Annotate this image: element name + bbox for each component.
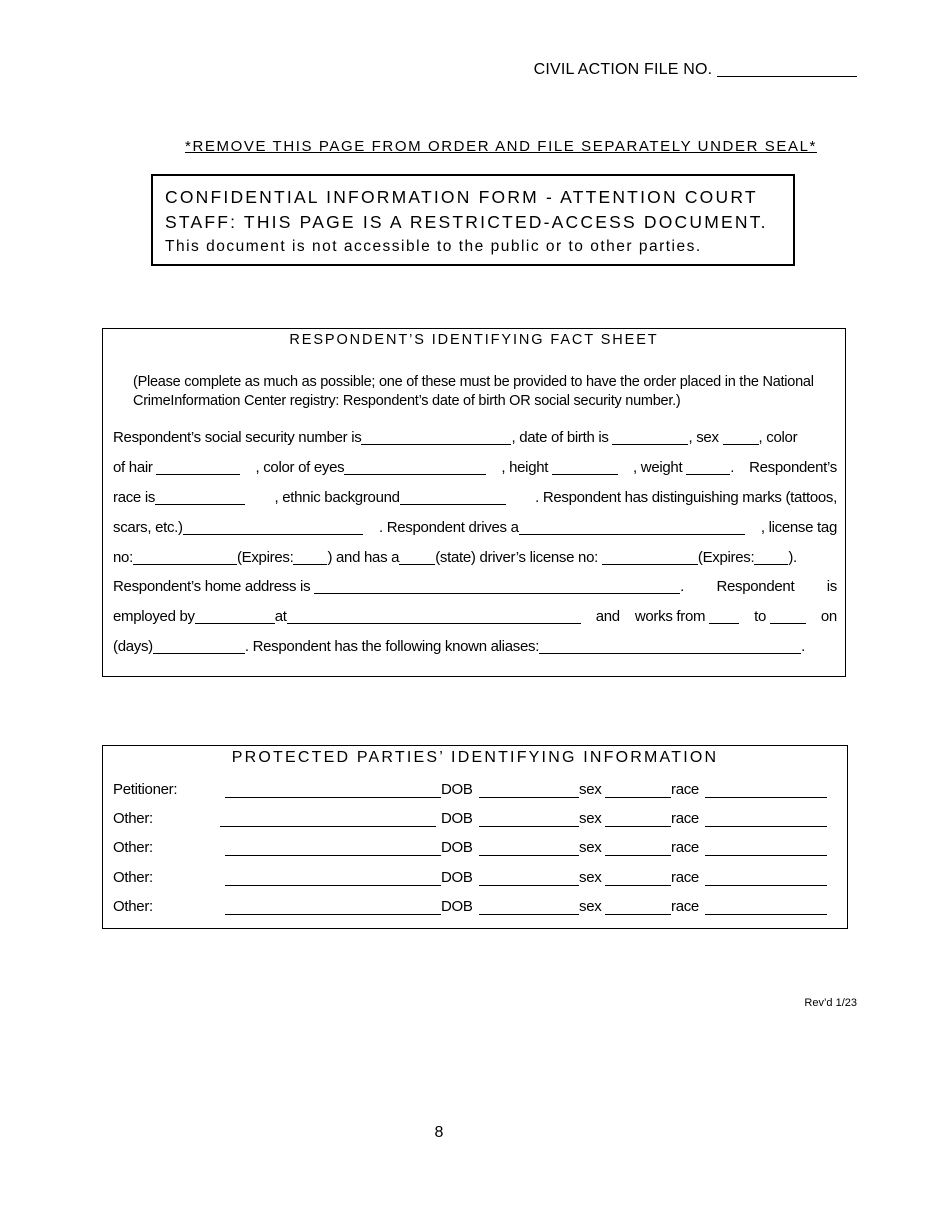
is-word: is	[826, 578, 837, 595]
race-label: race is	[113, 489, 245, 506]
sex-label: sex	[579, 869, 602, 886]
race-label: race	[671, 810, 699, 827]
party-sex-blank[interactable]	[605, 855, 671, 856]
fact-row-8	[113, 638, 837, 655]
hair-color-blank[interactable]	[156, 459, 240, 475]
days-label: (days) . Respondent has the following known aliases: .	[113, 638, 805, 655]
and-word: and	[595, 608, 620, 625]
sex-label: sex	[579, 810, 602, 827]
civil-action-file-number	[534, 60, 857, 79]
license-expires-blank[interactable]	[754, 549, 788, 565]
fact-row-1	[113, 429, 837, 446]
home-address-label: Respondent’s home address is .	[113, 578, 685, 595]
weight-label: , weight .	[633, 459, 735, 476]
dob-blank[interactable]	[612, 429, 688, 445]
license-tag-label: , license tag	[760, 519, 837, 536]
dob-label: DOB	[441, 869, 473, 886]
sex-label: sex	[579, 898, 602, 915]
ssn-label: Respondent’s social security number is	[113, 429, 362, 446]
dob-label: DOB	[441, 839, 473, 856]
party-row	[113, 864, 843, 886]
height-blank[interactable]	[552, 459, 618, 475]
scars-label: scars, etc.)	[113, 519, 363, 536]
weight-blank[interactable]	[686, 459, 730, 475]
party-row	[113, 893, 843, 915]
respondent-word: Respondent’s	[749, 459, 837, 476]
party-race-blank[interactable]	[705, 855, 827, 856]
party-race-blank[interactable]	[705, 826, 827, 827]
party-label: Other:	[113, 839, 153, 856]
party-label: Other:	[113, 869, 153, 886]
work-end-blank[interactable]	[770, 608, 806, 624]
race-label: race	[671, 781, 699, 798]
fact-row-4	[113, 519, 837, 536]
employer-address-blank[interactable]	[287, 608, 581, 624]
party-name-blank[interactable]	[225, 914, 441, 915]
fact-row-5	[113, 549, 837, 566]
confidential-notice-box	[151, 174, 795, 266]
dob-label: DOB	[441, 781, 473, 798]
party-sex-blank[interactable]	[605, 885, 671, 886]
party-race-blank[interactable]	[705, 797, 827, 798]
party-row	[113, 776, 843, 798]
fact-sheet-instructions: (Please complete as much as possible; one of these must be provided to have the order placed in the National CrimeInformation Center registry: Respondent’s date of birth OR social security number.)	[133, 374, 814, 409]
party-sex-blank[interactable]	[605, 826, 671, 827]
dob-label: DOB	[441, 810, 473, 827]
party-sex-blank[interactable]	[605, 914, 671, 915]
hair-color-label-start: , color	[758, 429, 798, 446]
party-name-blank[interactable]	[225, 885, 441, 886]
party-dob-blank[interactable]	[479, 914, 579, 915]
party-row	[113, 805, 843, 827]
fact-sheet-title: RESPONDENT’S IDENTIFYING FACT SHEET	[289, 332, 659, 348]
respondent-fact-sheet	[102, 328, 846, 677]
fact-row-6	[113, 578, 837, 595]
dob-label: , date of birth is	[511, 429, 609, 446]
file-no-label: CIVIL ACTION FILE NO.	[533, 61, 713, 78]
fact-row-7	[113, 608, 837, 625]
party-label: Other:	[113, 898, 153, 915]
fact-row-3	[113, 489, 837, 506]
drivers-license-blank[interactable]	[602, 549, 698, 565]
sex-label: sex	[579, 781, 602, 798]
party-dob-blank[interactable]	[479, 855, 579, 856]
party-race-blank[interactable]	[705, 914, 827, 915]
party-row	[113, 834, 843, 856]
party-race-blank[interactable]	[705, 885, 827, 886]
party-label: Petitioner:	[113, 781, 178, 798]
confidential-line-3: This document is not accessible to the public or to other parties.	[165, 238, 702, 255]
confidential-line-1: CONFIDENTIAL INFORMATION FORM - ATTENTION COURT	[165, 187, 758, 207]
eye-color-blank[interactable]	[344, 459, 486, 475]
hair-label: of hair	[113, 459, 240, 476]
aliases-blank[interactable]	[539, 638, 801, 654]
protected-parties-title: PROTECTED PARTIES’ IDENTIFYING INFORMATION	[231, 749, 719, 766]
party-dob-blank[interactable]	[479, 826, 579, 827]
marks-label: . Respondent has distinguishing marks (tattoos,	[535, 489, 837, 506]
ssn-blank[interactable]	[361, 429, 511, 445]
license-state-blank[interactable]	[399, 549, 435, 565]
drives-label: . Respondent drives a	[379, 519, 745, 536]
party-dob-blank[interactable]	[479, 885, 579, 886]
party-name-blank[interactable]	[220, 826, 436, 827]
party-name-blank[interactable]	[225, 797, 441, 798]
party-dob-blank[interactable]	[479, 797, 579, 798]
tag-no-label: no: (Expires: ) and has a (state) driver’s license no: (Expires: ).	[113, 549, 797, 566]
employer-label: employed by at	[113, 608, 581, 625]
sex-blank[interactable]	[723, 429, 759, 445]
party-name-blank[interactable]	[225, 855, 441, 856]
sex-label: , sex	[688, 429, 719, 446]
page-number: 8	[434, 1124, 444, 1141]
on-word: on	[820, 608, 837, 625]
revision-note: Rev’d 1/23	[804, 997, 857, 1009]
party-label: Other:	[113, 810, 153, 827]
works-from-label: works from	[635, 608, 739, 625]
respondent-word-2: Respondent	[716, 578, 795, 595]
race-label: race	[671, 898, 699, 915]
work-days-blank[interactable]	[153, 638, 245, 654]
to-label: to	[754, 608, 806, 625]
confidential-line-2: STAFF: THIS PAGE IS A RESTRICTED-ACCESS DOCUMENT.	[165, 212, 768, 232]
work-start-blank[interactable]	[709, 608, 739, 624]
home-address-blank[interactable]	[314, 578, 680, 594]
remove-page-notice: *REMOVE THIS PAGE FROM ORDER AND FILE SEPARATELY UNDER SEAL*	[185, 138, 817, 155]
party-sex-blank[interactable]	[605, 797, 671, 798]
license-tag-blank[interactable]	[133, 549, 237, 565]
marks-blank[interactable]	[183, 519, 363, 535]
protected-parties-box	[102, 745, 848, 929]
vehicle-blank[interactable]	[519, 519, 745, 535]
ethnic-label: , ethnic background	[274, 489, 505, 506]
sex-label: sex	[579, 839, 602, 856]
employer-blank[interactable]	[195, 608, 275, 624]
eye-label: , color of eyes	[255, 459, 486, 476]
tag-expires-blank[interactable]	[293, 549, 327, 565]
file-no-blank[interactable]	[717, 60, 857, 77]
race-label: race	[671, 839, 699, 856]
ethnic-background-blank[interactable]	[400, 489, 506, 505]
race-label: race	[671, 869, 699, 886]
fact-row-2	[113, 459, 837, 476]
height-label: , height	[501, 459, 618, 476]
dob-label: DOB	[441, 898, 473, 915]
race-blank[interactable]	[155, 489, 245, 505]
